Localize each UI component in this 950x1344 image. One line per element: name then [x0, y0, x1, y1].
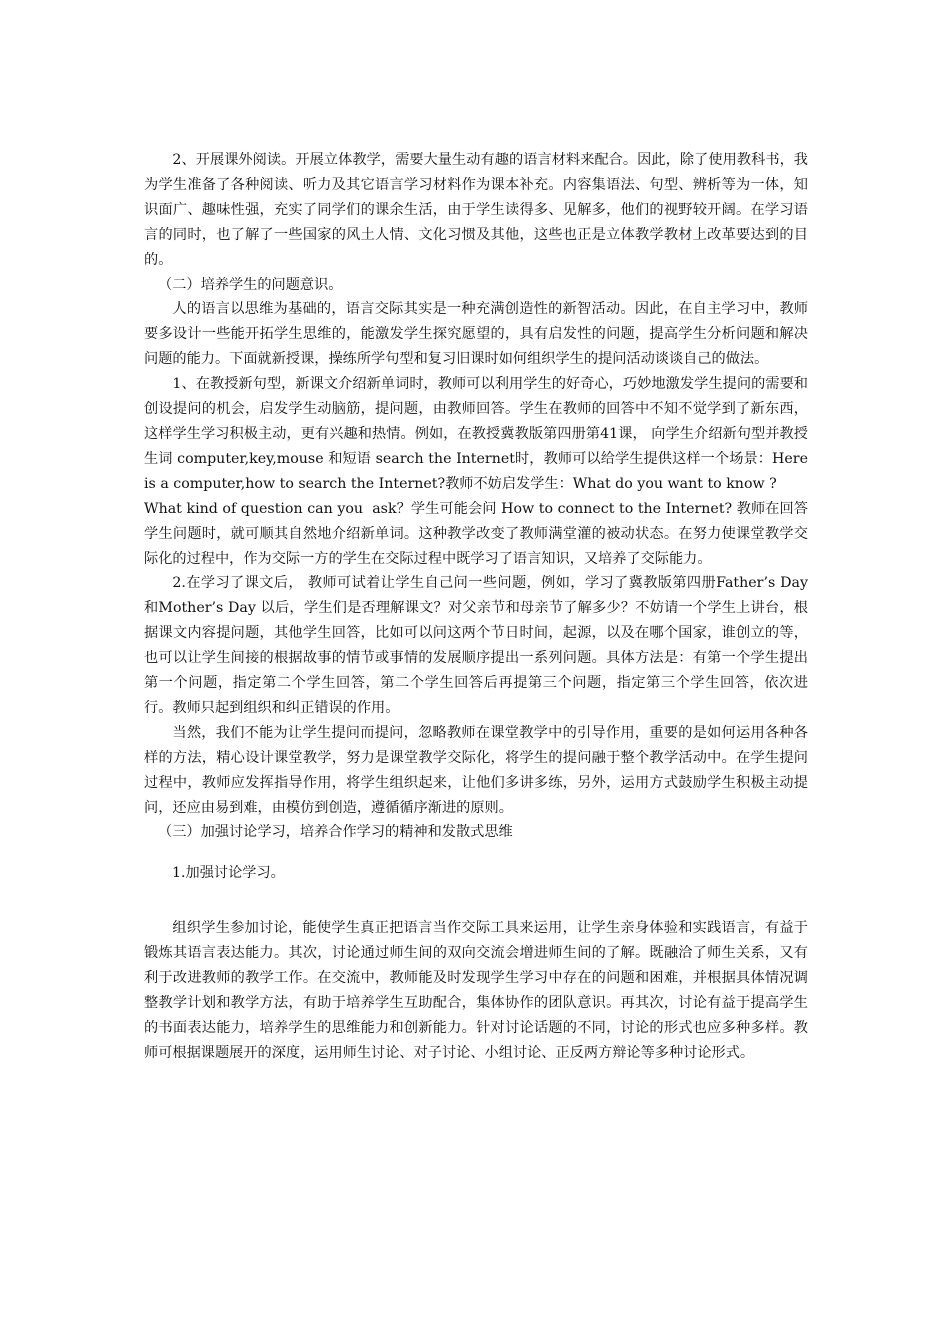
section-heading-question-awareness: （二）培养学生的问题意识。 [158, 276, 343, 293]
paragraph-language-thinking: 人的语言以思维为基础的，语言交际其实是一种充满创造性的新智活动。因此，在自主学习中，教师要多设计一些能开拓学生思维的，能激发学生探究愿望的，具有启发性的问题，提高学生分析问题和解决问题的能力。下面就新授课，操练所学句型和复习旧课时如何组织学生的提问活动谈谈自己的做法。 [144, 301, 808, 368]
paragraph-after-text-questions: 2.在学习了课文后， 教师可试着让学生自己问一些问题，例如，学习了冀教版第四册Father’s Day 和Mother’s Day 以后，学生们是否理解课文？对父亲节和母亲节了解多少？不妨请一个学生上讲台，根据课文内容提问题，其他学生回答，比如可以问这两个节日时间，起源，以及在哪个国家，谁创立的等，也可以让学生间接的根据故事的情节或事情的发展顺序提出一系列问题。具体方法是：有第一个学生提出第一个问题，指定第二个学生回答，第二个学生回答后再提第三个问题，指定第三个学生回答，依次进行。教师只起到组织和纠正错误的作用。 [144, 575, 813, 716]
document-page [144, 148, 813, 1066]
paragraph-discussion-benefits: 组织学生参加讨论，能使学生真正把语言当作交际工具来运用，让学生亲身体验和实践语言，有益于锻炼其语言表达能力。其次，讨论通过师生间的双向交流会增进师生间的了解。既融洽了师生关系，又有利于改进教师的教学工作。在交流中，教师能及时发现学生学习中存在的问题和困难，并根据具体情况调整教学计划和教学方法，有助于培养学生互助配合，集体协作的团队意识。再其次，讨论有益于提高学生的书面表达能力，培养学生的思维能力和创新能力。针对讨论话题的不同，讨论的形式也应多种多样。教师可根据课题展开的深度，运用师生讨论、对子讨论、小组讨论、正反两方辩论等多种讨论形式。 [144, 920, 808, 1061]
paragraph-new-sentence-patterns: 1、在教授新句型，新课文介绍新单词时，教师可以利用学生的好奇心，巧妙地激发学生提问的需要和创设提问的机会，启发学生动脑筋，提问题，由教师回答。学生在教师的回答中不知不觉学到了新东西，这样学生学习积极主动，更有兴趣和热情。例如，在教授冀教版第四册第41课， 向学生介绍新句型并教授生词 computer,key,mouse 和短语 search the Internet时，教师可以给学生提供这样一个场景：Here is a computer,how to search the Internet?教师不妨启发学生：What do you want to know ? [144, 376, 813, 492]
paragraph-extracurricular-reading: 2、开展课外阅读。开展立体教学，需要大量生动有趣的语言材料来配合。因此，除了使用教科书，我为学生准备了各种阅读、听力及其它语言学习材料作为课本补充。内容集语法、句型、辨析等为一体，知识面广、趣味性强，充实了同学们的课余生活，由于学生读得多、见解多，他们的视野较开阔。在学习语言的同时，也了解了一些国家的风土人情、文化习惯及其他，这些也正是立体教学教材上改革要达到的目的。 [144, 152, 808, 268]
section-heading-discussion-learning: （三）加强讨论学习，培养合作学习的精神和发散式思维 [158, 824, 513, 841]
paragraph-teacher-guidance: 当然，我们不能为让学生提问而提问，忽略教师在课堂教学中的引导作用，重要的是如何运用各种各样的方法，精心设计课堂教学，努力是课堂教学交际化，将学生的提问融于整个教学活动中。在学生提问过程中，教师应发挥指导作用，将学生组织起来，让他们多讲多练，另外，运用方式鼓励学生积极主动提问，还应由易到难，由模仿到创造，遵循循序渐进的原则。 [144, 724, 808, 816]
paragraph-new-sentence-patterns-continued: What kind of question can you ask？学生可能会问 How to connect to the Internet? 教师在回答学生问题时，就可顺其自然地介绍新单词。这种教学改变了教师满堂灌的被动状态。在努力使课堂教学交际化的过程中，作为交际一方的学生在交际过程中既学习了语言知识，又培养了交际能力。 [144, 500, 808, 567]
subheading-strengthen-discussion: 1.加强讨论学习。 [172, 865, 285, 882]
